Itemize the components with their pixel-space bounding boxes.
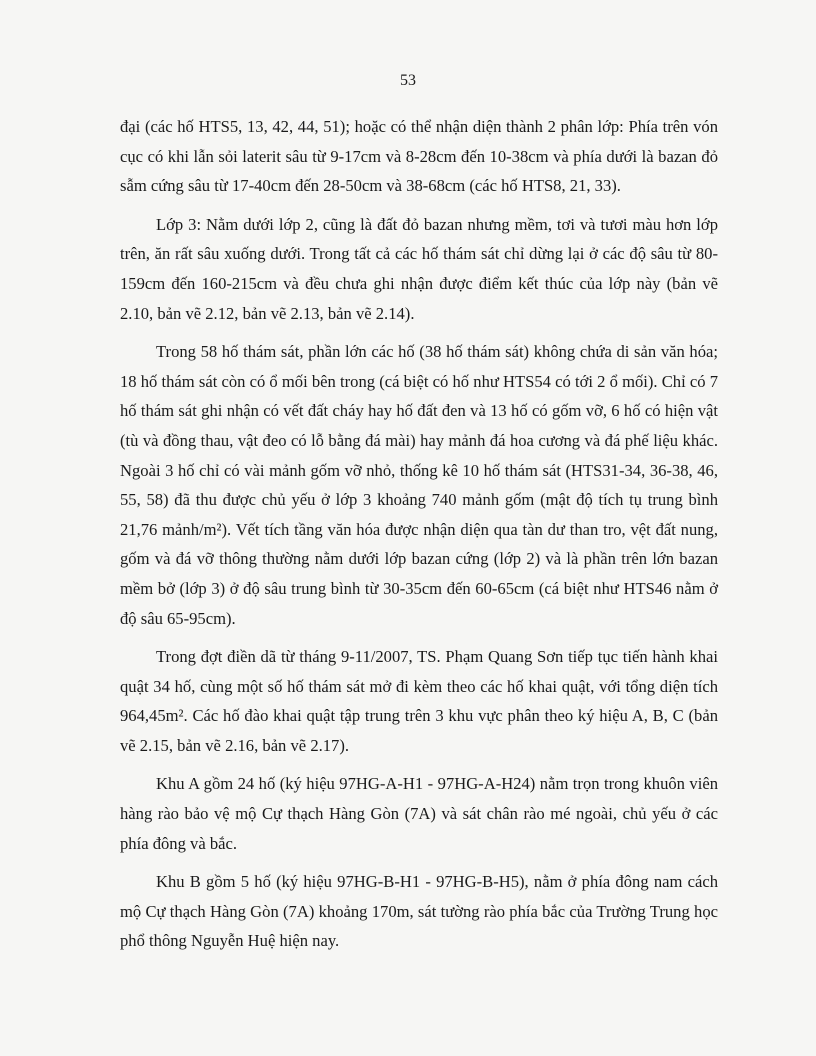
body-text <box>120 112 718 956</box>
page-number: 53 <box>400 72 416 89</box>
paragraph-survey-pits: Trong 58 hố thám sát, phần lớn các hố (38 hố thám sát) không chứa di sản văn hóa; 18 hố thám sát còn có ổ mối bên trong (cá biệt có hố như HTS54 có tới 2 ổ mối). Chỉ có 7 hố thám sát ghi nhận có vết đất cháy hay hố đất đen và 13 hố có gốm vỡ, 6 hố có hiện vật (tù và đồng thau, vật đeo có lỗ bằng đá mài) hay mảnh đá hoa cương và đá phế liệu khác. Ngoài 3 hố chỉ có vài mảnh gốm vỡ nhỏ, thống kê 10 hố thám sát (HTS31-34, 36-38, 46, 55, 58) đã thu được chủ yếu ở lớp 3 khoảng 740 mảnh gốm (mật độ tích tụ trung bình 21,76 mảnh/m²). Vết tích tầng văn hóa được nhận diện qua tàn dư than tro, vệt đất nung, gốm và đá vỡ thông thường nằm dưới lớp bazan cứng (lớp 2) và là phần trên lớn bazan mềm bở (lớp 3) ở độ sâu trung bình từ 30-35cm đến 60-65cm (cá biệt như HTS46 nằm ở độ sâu 65-95cm). <box>120 342 718 628</box>
paragraph-zone-a: Khu A gồm 24 hố (ký hiệu 97HG-A-H1 - 97HG-A-H24) nằm trọn trong khuôn viên hàng rào bảo vệ mộ Cự thạch Hàng Gòn (7A) và sát chân rào mé ngoài, chủ yếu ở các phía đông và bắc. <box>120 774 718 853</box>
paragraph-zone-b: Khu B gồm 5 hố (ký hiệu 97HG-B-H1 - 97HG-B-H5), nằm ở phía đông nam cách mộ Cự thạch Hàng Gòn (7A) khoảng 170m, sát tường rào phía bắc của Trường Trung học phổ thông Nguyễn Huệ hiện nay. <box>120 872 718 951</box>
paragraph-layer-3: Lớp 3: Nằm dưới lớp 2, cũng là đất đỏ bazan nhưng mềm, tơi và tươi màu hơn lớp trên, ăn rất sâu xuống dưới. Trong tất cả các hố thám sát chỉ dừng lại ở các độ sâu từ 80-159cm đến 160-215cm và đều chưa ghi nhận được điểm kết thúc của lớp này (bản vẽ 2.10, bản vẽ 2.12, bản vẽ 2.13, bản vẽ 2.14). <box>120 214 718 323</box>
paragraph-excavation-2007: Trong đợt điền dã từ tháng 9-11/2007, TS. Phạm Quang Sơn tiếp tục tiến hành khai quật 34 hố, cùng một số hố thám sát mở đi kèm theo các hố khai quật, với tổng diện tích 964,45m². Các hố đào khai quật tập trung trên 3 khu vực phân theo ký hiệu A, B, C (bản vẽ 2.15, bản vẽ 2.16, bản vẽ 2.17). <box>120 647 718 755</box>
paragraph-continuation: đại (các hố HTS5, 13, 42, 44, 51); hoặc có thể nhận diện thành 2 phân lớp: Phía trên vón cục có khi lẫn sỏi laterit sâu từ 9-17cm và 8-28cm đến 10-38cm và phía dưới là bazan đỏ sẫm cứng sâu từ 17-40cm đến 28-50cm và 38-68cm (các hố HTS8, 21, 33). <box>120 117 718 196</box>
